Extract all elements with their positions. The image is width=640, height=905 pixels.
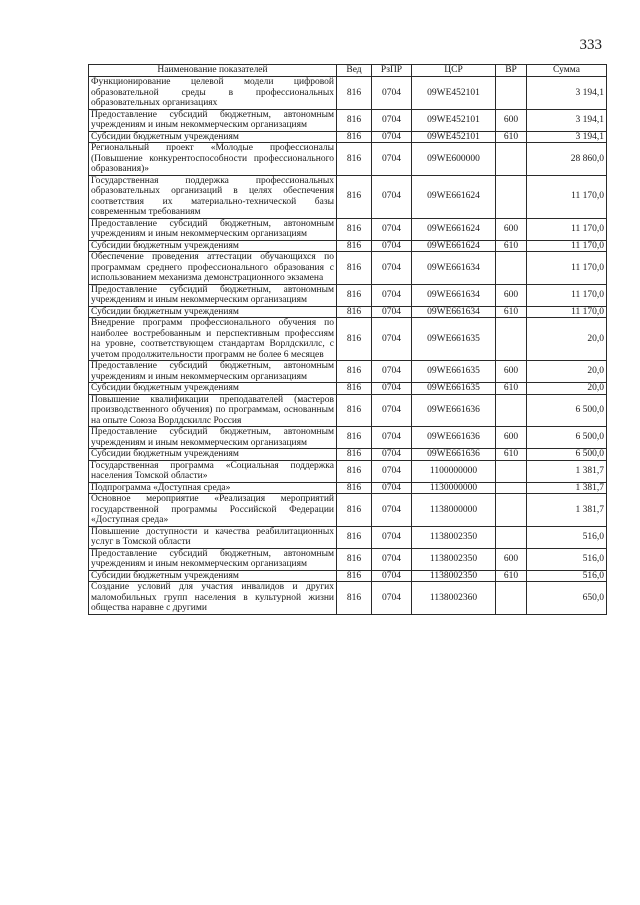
cell-name: Субсидии бюджетным учреждениям	[89, 131, 337, 143]
cell-ved: 816	[337, 394, 372, 427]
cell-ved: 816	[337, 361, 372, 383]
cell-vr: 610	[496, 131, 527, 143]
cell-csr: 1138002350	[412, 570, 496, 582]
cell-ved: 816	[337, 494, 372, 527]
cell-vr: 600	[496, 548, 527, 570]
table-row	[89, 143, 607, 176]
cell-rzpr: 0704	[372, 394, 412, 427]
cell-name: Функционирование целевой модели цифровой образовательной среды в профессиональных образовательных организациях	[89, 77, 337, 110]
cell-vr: 610	[496, 383, 527, 395]
cell-vr	[496, 394, 527, 427]
cell-vr: 600	[496, 427, 527, 449]
cell-vr: 610	[496, 570, 527, 582]
cell-rzpr: 0704	[372, 482, 412, 494]
cell-csr: 09WE661634	[412, 284, 496, 306]
cell-vr: 610	[496, 240, 527, 252]
cell-sum: 516,0	[527, 526, 607, 548]
cell-name: Предоставление субсидий бюджетным, автономным учреждениям и иным некоммерческим организациям	[89, 548, 337, 570]
cell-sum: 20,0	[527, 361, 607, 383]
cell-name: Субсидии бюджетным учреждениям	[89, 240, 337, 252]
header-name: Наименование показателей	[89, 65, 337, 77]
cell-rzpr: 0704	[372, 131, 412, 143]
cell-csr: 09WE661635	[412, 318, 496, 361]
cell-vr	[496, 482, 527, 494]
cell-sum: 28 860,0	[527, 143, 607, 176]
header-sum: Сумма	[527, 65, 607, 77]
cell-ved: 816	[337, 582, 372, 615]
table-row	[89, 131, 607, 143]
cell-rzpr: 0704	[372, 570, 412, 582]
cell-csr: 09WE661634	[412, 252, 496, 285]
cell-sum: 11 170,0	[527, 240, 607, 252]
cell-rzpr: 0704	[372, 548, 412, 570]
cell-sum: 516,0	[527, 570, 607, 582]
cell-sum: 11 170,0	[527, 284, 607, 306]
table-row	[89, 318, 607, 361]
cell-ved: 816	[337, 548, 372, 570]
table-row	[89, 175, 607, 218]
cell-vr: 600	[496, 218, 527, 240]
header-vr: ВР	[496, 65, 527, 77]
cell-vr	[496, 252, 527, 285]
cell-name: Субсидии бюджетным учреждениям	[89, 306, 337, 318]
cell-vr	[496, 143, 527, 176]
cell-csr: 09WE661636	[412, 449, 496, 461]
cell-sum: 20,0	[527, 383, 607, 395]
cell-ved: 816	[337, 427, 372, 449]
table-row	[89, 494, 607, 527]
cell-vr	[496, 318, 527, 361]
cell-sum: 6 500,0	[527, 427, 607, 449]
cell-name: Предоставление субсидий бюджетным, автономным учреждениям и иным некоммерческим организациям	[89, 284, 337, 306]
cell-csr: 09WE452101	[412, 109, 496, 131]
cell-vr: 610	[496, 306, 527, 318]
page-number: 333	[579, 37, 602, 53]
cell-csr: 09WE661636	[412, 394, 496, 427]
cell-rzpr: 0704	[372, 109, 412, 131]
cell-sum: 6 500,0	[527, 449, 607, 461]
table-row	[89, 361, 607, 383]
cell-rzpr: 0704	[372, 582, 412, 615]
cell-csr: 1130000000	[412, 482, 496, 494]
cell-sum: 3 194,1	[527, 77, 607, 110]
cell-vr: 610	[496, 449, 527, 461]
cell-name: Региональный проект «Молодые профессионалы (Повышение конкурентоспособности профессионального образования)»	[89, 143, 337, 176]
cell-csr: 1138002350	[412, 526, 496, 548]
cell-sum: 1 381,7	[527, 494, 607, 527]
cell-name: Предоставление субсидий бюджетным, автономным учреждениям и иным некоммерческим организациям	[89, 218, 337, 240]
cell-csr: 09WE661634	[412, 306, 496, 318]
cell-vr	[496, 77, 527, 110]
cell-name: Предоставление субсидий бюджетным, автономным учреждениям и иным некоммерческим организациям	[89, 427, 337, 449]
cell-rzpr: 0704	[372, 284, 412, 306]
cell-vr	[496, 494, 527, 527]
cell-rzpr: 0704	[372, 460, 412, 482]
cell-sum: 3 194,1	[527, 131, 607, 143]
cell-csr: 1138002350	[412, 548, 496, 570]
table-row	[89, 526, 607, 548]
cell-vr: 600	[496, 361, 527, 383]
cell-rzpr: 0704	[372, 526, 412, 548]
cell-sum: 516,0	[527, 548, 607, 570]
cell-rzpr: 0704	[372, 252, 412, 285]
cell-rzpr: 0704	[372, 175, 412, 218]
table-row	[89, 548, 607, 570]
cell-vr	[496, 526, 527, 548]
table-row	[89, 427, 607, 449]
cell-rzpr: 0704	[372, 240, 412, 252]
cell-name: Внедрение программ профессионального обучения по наиболее востребованным и перспективным профессиям на уровне, соответствующем стандартам Ворлдскиллс, с учетом продолжительности программ не более 6 месяцев	[89, 318, 337, 361]
cell-name: Обеспечение проведения аттестации обучающихся по программам среднего профессионального образования с использованием механизма демонстрационного экзамена	[89, 252, 337, 285]
cell-vr: 600	[496, 109, 527, 131]
table-row	[89, 394, 607, 427]
cell-csr: 09WE452101	[412, 77, 496, 110]
cell-name: Создание условий для участия инвалидов и других маломобильных групп населения в культурной жизни общества наравне с другими	[89, 582, 337, 615]
cell-csr: 09WE661635	[412, 361, 496, 383]
cell-name: Предоставление субсидий бюджетным, автономным учреждениям и иным некоммерческим организациям	[89, 109, 337, 131]
cell-vr: 600	[496, 284, 527, 306]
cell-csr: 1138000000	[412, 494, 496, 527]
cell-ved: 816	[337, 570, 372, 582]
cell-csr: 1100000000	[412, 460, 496, 482]
table-row	[89, 109, 607, 131]
cell-sum: 20,0	[527, 318, 607, 361]
table-row	[89, 570, 607, 582]
header-ved: Вед	[337, 65, 372, 77]
table-row	[89, 383, 607, 395]
cell-name: Субсидии бюджетным учреждениям	[89, 449, 337, 461]
cell-ved: 816	[337, 306, 372, 318]
cell-name: Субсидии бюджетным учреждениям	[89, 570, 337, 582]
cell-rzpr: 0704	[372, 77, 412, 110]
cell-sum: 11 170,0	[527, 218, 607, 240]
cell-sum: 11 170,0	[527, 306, 607, 318]
cell-name: Подпрограмма «Доступная среда»	[89, 482, 337, 494]
cell-name: Государственная программа «Социальная поддержка населения Томской области»	[89, 460, 337, 482]
cell-name: Основное мероприятие «Реализация мероприятий государственной программы Российской Федерации «Доступная среда»	[89, 494, 337, 527]
budget-table	[88, 64, 607, 615]
cell-rzpr: 0704	[372, 218, 412, 240]
cell-csr: 09WE661624	[412, 175, 496, 218]
cell-csr: 09WE661636	[412, 427, 496, 449]
cell-rzpr: 0704	[372, 494, 412, 527]
cell-rzpr: 0704	[372, 449, 412, 461]
table-row	[89, 449, 607, 461]
cell-name: Государственная поддержка профессиональных образовательных организаций в целях обеспечения соответствия их материально-технической базы современным требованиям	[89, 175, 337, 218]
cell-csr: 1138002360	[412, 582, 496, 615]
table-row	[89, 482, 607, 494]
cell-sum: 11 170,0	[527, 175, 607, 218]
header-csr: ЦСР	[412, 65, 496, 77]
cell-name: Повышение квалификации преподавателей (мастеров производственного обучения) по программам, основанным на опыте Союза Ворлдскиллс Россия	[89, 394, 337, 427]
cell-name: Субсидии бюджетным учреждениям	[89, 383, 337, 395]
cell-ved: 816	[337, 175, 372, 218]
cell-ved: 816	[337, 526, 372, 548]
cell-ved: 816	[337, 482, 372, 494]
cell-sum: 1 381,7	[527, 482, 607, 494]
cell-ved: 816	[337, 143, 372, 176]
table-row	[89, 284, 607, 306]
cell-ved: 816	[337, 252, 372, 285]
cell-ved: 816	[337, 383, 372, 395]
cell-name: Повышение доступности и качества реабилитационных услуг в Томской области	[89, 526, 337, 548]
cell-sum: 650,0	[527, 582, 607, 615]
cell-rzpr: 0704	[372, 143, 412, 176]
table-row	[89, 582, 607, 615]
cell-name: Предоставление субсидий бюджетным, автономным учреждениям и иным некоммерческим организациям	[89, 361, 337, 383]
cell-rzpr: 0704	[372, 361, 412, 383]
cell-vr	[496, 460, 527, 482]
cell-ved: 816	[337, 284, 372, 306]
cell-ved: 816	[337, 77, 372, 110]
cell-csr: 09WE661624	[412, 240, 496, 252]
table-row	[89, 77, 607, 110]
cell-csr: 09WE661635	[412, 383, 496, 395]
cell-ved: 816	[337, 318, 372, 361]
table-header-row	[89, 65, 607, 77]
cell-ved: 816	[337, 218, 372, 240]
header-rzpr: РзПР	[372, 65, 412, 77]
table-row	[89, 218, 607, 240]
table-row	[89, 460, 607, 482]
cell-vr	[496, 175, 527, 218]
cell-ved: 816	[337, 109, 372, 131]
cell-sum: 1 381,7	[527, 460, 607, 482]
cell-sum: 11 170,0	[527, 252, 607, 285]
cell-ved: 816	[337, 460, 372, 482]
cell-rzpr: 0704	[372, 427, 412, 449]
cell-rzpr: 0704	[372, 383, 412, 395]
cell-csr: 09WE600000	[412, 143, 496, 176]
cell-ved: 816	[337, 449, 372, 461]
table-body	[89, 77, 607, 615]
cell-vr	[496, 582, 527, 615]
cell-rzpr: 0704	[372, 306, 412, 318]
cell-ved: 816	[337, 131, 372, 143]
cell-csr: 09WE661624	[412, 218, 496, 240]
table-row	[89, 252, 607, 285]
cell-rzpr: 0704	[372, 318, 412, 361]
cell-sum: 6 500,0	[527, 394, 607, 427]
cell-ved: 816	[337, 240, 372, 252]
table-row	[89, 240, 607, 252]
cell-csr: 09WE452101	[412, 131, 496, 143]
table-row	[89, 306, 607, 318]
cell-sum: 3 194,1	[527, 109, 607, 131]
